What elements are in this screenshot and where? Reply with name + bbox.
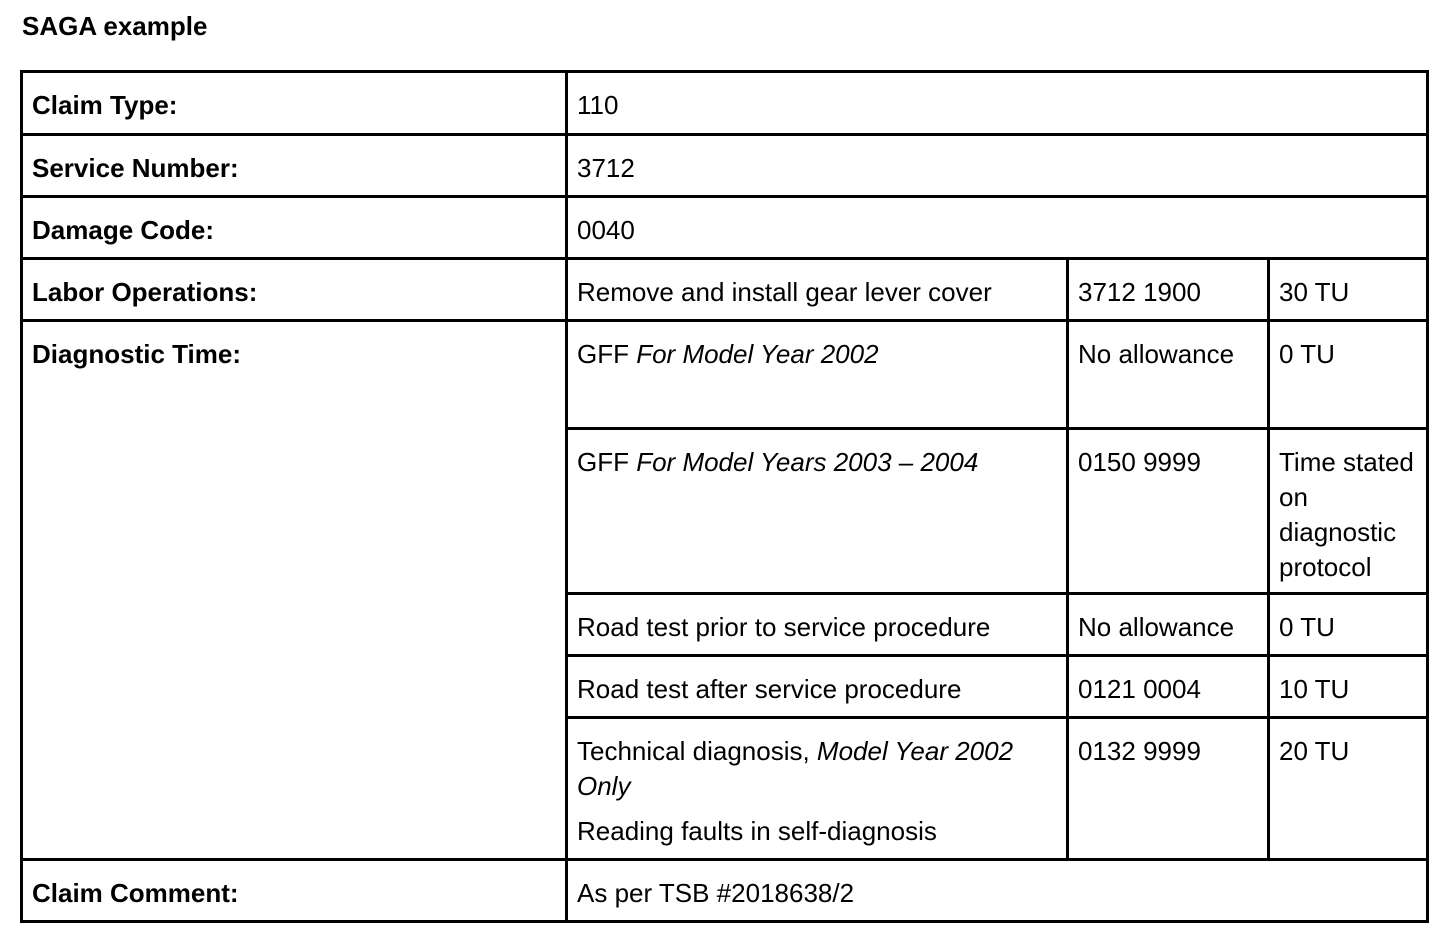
claim-comment-value: As per TSB #2018638/2 [567, 860, 1428, 922]
diagnostic-entry-time: Time stated on diagnostic protocol [1269, 429, 1428, 594]
diagnostic-entry-second-line: Reading faults in self-diagnosis [577, 816, 937, 846]
service-number-value: 3712 [567, 135, 1428, 197]
labor-operations-label: Labor Operations: [22, 259, 567, 321]
labor-operation-description: Remove and install gear lever cover [567, 259, 1068, 321]
diagnostic-entry-description [567, 321, 1068, 429]
diagnostic-entry-time: 0 TU [1269, 594, 1428, 656]
table-row-damage-code [22, 197, 1428, 259]
diagnostic-entry-code: No allowance [1068, 321, 1269, 429]
document-title: SAGA example [22, 11, 208, 41]
table-row-service-number [22, 135, 1428, 197]
diagnostic-entry-time: 10 TU [1269, 656, 1428, 718]
table-row-claim-type [22, 72, 1428, 135]
damage-code-label: Damage Code: [22, 197, 567, 259]
diagnostic-entry-code: 0150 9999 [1068, 429, 1269, 594]
claim-comment-label: Claim Comment: [22, 860, 567, 922]
damage-code-value: 0040 [567, 197, 1428, 259]
diagnostic-entry-prefix: GFF [577, 339, 637, 369]
claim-type-label: Claim Type: [22, 72, 567, 135]
diagnostic-entry-prefix: Technical diagnosis, [577, 736, 817, 766]
diagnostic-entry-code: 0121 0004 [1068, 656, 1269, 718]
diagnostic-entry-time: 20 TU [1269, 718, 1428, 860]
saga-claim-table [20, 70, 1429, 923]
claim-type-value: 110 [567, 72, 1428, 135]
diagnostic-entry-code: 0132 9999 [1068, 718, 1269, 860]
service-number-label: Service Number: [22, 135, 567, 197]
table-row-diagnostic-1 [22, 321, 1428, 429]
diagnostic-entry-time: 0 TU [1269, 321, 1428, 429]
diagnostic-time-label: Diagnostic Time: [22, 321, 567, 860]
table-row-claim-comment [22, 860, 1428, 922]
diagnostic-entry-code: No allowance [1068, 594, 1269, 656]
diagnostic-entry-italic: For Model Years 2003 – 2004 [636, 447, 979, 477]
diagnostic-entry-description: Road test prior to service procedure [567, 594, 1068, 656]
diagnostic-entry-italic: For Model Year 2002 [636, 339, 879, 369]
diagnostic-entry-description [567, 718, 1068, 860]
diagnostic-entry-prefix: GFF [577, 447, 637, 477]
diagnostic-entry-description [567, 429, 1068, 594]
diagnostic-entry-italic: Model Year 2002 Only [577, 736, 1014, 801]
labor-operation-time: 30 TU [1269, 259, 1428, 321]
diagnostic-entry-description: Road test after service procedure [567, 656, 1068, 718]
labor-operation-code: 3712 1900 [1068, 259, 1269, 321]
table-row-labor-operations [22, 259, 1428, 321]
